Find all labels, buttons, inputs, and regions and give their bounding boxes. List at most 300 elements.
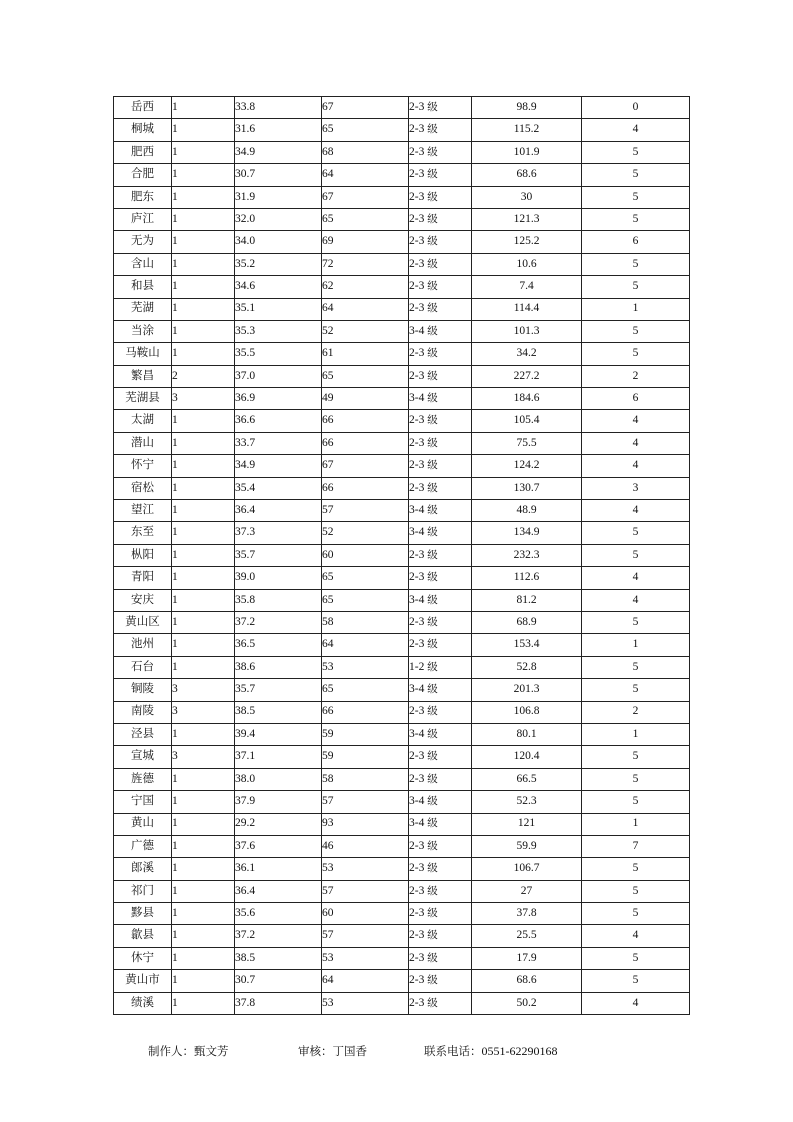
cell-col-1: 2 <box>172 365 235 387</box>
cell-station-name: 东至 <box>114 522 172 544</box>
table-row <box>114 544 690 566</box>
cell-col-3: 57 <box>322 791 409 813</box>
cell-col-6: 5 <box>582 656 690 678</box>
cell-level <box>409 208 472 230</box>
cell-col-3: 57 <box>322 500 409 522</box>
level-unit: 级 <box>427 839 438 852</box>
review-label: 审核： <box>298 1044 333 1058</box>
level-unit: 级 <box>427 347 438 360</box>
cell-col-2: 36.4 <box>235 500 322 522</box>
level-range: 2-3 <box>409 235 425 248</box>
table-row <box>114 813 690 835</box>
cell-level <box>409 522 472 544</box>
cell-col-6: 5 <box>582 141 690 163</box>
cell-level <box>409 992 472 1014</box>
footer-maker <box>148 1043 229 1059</box>
cell-col-6: 4 <box>582 992 690 1014</box>
cell-col-5: 125.2 <box>472 231 582 253</box>
cell-station-name: 肥东 <box>114 186 172 208</box>
cell-col-2: 35.6 <box>235 903 322 925</box>
cell-col-2: 38.0 <box>235 768 322 790</box>
cell-col-1: 3 <box>172 746 235 768</box>
level-range: 2-3 <box>409 257 425 270</box>
cell-col-6: 5 <box>582 746 690 768</box>
cell-col-2: 39.4 <box>235 723 322 745</box>
cell-col-6: 4 <box>582 455 690 477</box>
cell-station-name: 太湖 <box>114 410 172 432</box>
level-range: 2-3 <box>409 705 425 718</box>
cell-col-5: 201.3 <box>472 679 582 701</box>
cell-col-1: 1 <box>172 970 235 992</box>
cell-col-5: 66.5 <box>472 768 582 790</box>
cell-station-name: 无为 <box>114 231 172 253</box>
cell-col-1: 1 <box>172 164 235 186</box>
cell-col-5: 130.7 <box>472 477 582 499</box>
table-row <box>114 679 690 701</box>
cell-col-3: 53 <box>322 992 409 1014</box>
cell-col-1: 1 <box>172 791 235 813</box>
cell-col-1: 1 <box>172 253 235 275</box>
cell-col-6: 5 <box>582 186 690 208</box>
cell-col-5: 105.4 <box>472 410 582 432</box>
cell-col-2: 34.0 <box>235 231 322 253</box>
level-unit: 级 <box>427 683 438 696</box>
cell-col-5: 227.2 <box>472 365 582 387</box>
level-unit: 级 <box>427 168 438 181</box>
table-body <box>114 97 690 1015</box>
cell-level <box>409 231 472 253</box>
cell-col-1: 1 <box>172 231 235 253</box>
cell-level <box>409 477 472 499</box>
cell-col-3: 52 <box>322 522 409 544</box>
cell-col-3: 67 <box>322 97 409 119</box>
cell-col-3: 65 <box>322 589 409 611</box>
cell-level <box>409 455 472 477</box>
level-range: 2-3 <box>409 145 425 158</box>
level-unit: 级 <box>427 145 438 158</box>
cell-col-2: 35.1 <box>235 298 322 320</box>
cell-col-6: 4 <box>582 567 690 589</box>
cell-col-2: 38.5 <box>235 701 322 723</box>
level-unit: 级 <box>427 571 438 584</box>
cell-col-3: 65 <box>322 567 409 589</box>
cell-col-2: 35.2 <box>235 253 322 275</box>
cell-station-name: 石台 <box>114 656 172 678</box>
table-row <box>114 992 690 1014</box>
weather-data-table <box>113 96 690 1015</box>
table-row <box>114 835 690 857</box>
table-row <box>114 522 690 544</box>
cell-col-3: 66 <box>322 701 409 723</box>
cell-col-5: 75.5 <box>472 432 582 454</box>
cell-col-2: 37.2 <box>235 611 322 633</box>
cell-level <box>409 276 472 298</box>
cell-level <box>409 298 472 320</box>
cell-col-5: 101.9 <box>472 141 582 163</box>
cell-col-2: 30.7 <box>235 164 322 186</box>
level-range: 2-3 <box>409 212 425 225</box>
cell-station-name: 合肥 <box>114 164 172 186</box>
level-unit: 级 <box>427 302 438 315</box>
level-unit: 级 <box>427 257 438 270</box>
table-row <box>114 858 690 880</box>
table-row <box>114 656 690 678</box>
level-unit: 级 <box>427 907 438 919</box>
cell-col-1: 1 <box>172 320 235 342</box>
cell-station-name: 宁国 <box>114 791 172 813</box>
cell-col-6: 5 <box>582 522 690 544</box>
cell-col-1: 1 <box>172 477 235 499</box>
level-unit: 级 <box>427 996 438 1009</box>
cell-station-name: 绩溪 <box>114 992 172 1014</box>
cell-col-3: 66 <box>322 410 409 432</box>
cell-col-5: 17.9 <box>472 947 582 969</box>
cell-level <box>409 343 472 365</box>
level-range: 3-4 <box>409 593 425 606</box>
cell-station-name: 黄山市 <box>114 970 172 992</box>
level-range: 3-4 <box>409 503 425 516</box>
cell-col-6: 4 <box>582 432 690 454</box>
level-range: 3-4 <box>409 526 425 539</box>
level-range: 2-3 <box>409 481 425 494</box>
level-unit: 级 <box>427 190 438 203</box>
cell-station-name: 黟县 <box>114 903 172 925</box>
cell-col-6: 1 <box>582 723 690 745</box>
cell-col-5: 120.4 <box>472 746 582 768</box>
level-range: 2-3 <box>409 615 425 628</box>
cell-col-1: 1 <box>172 634 235 656</box>
cell-col-1: 1 <box>172 947 235 969</box>
table-row <box>114 903 690 925</box>
cell-col-5: 68.9 <box>472 611 582 633</box>
cell-col-2: 37.1 <box>235 746 322 768</box>
cell-col-3: 59 <box>322 746 409 768</box>
cell-col-5: 184.6 <box>472 388 582 410</box>
cell-station-name: 和县 <box>114 276 172 298</box>
level-unit: 级 <box>427 235 438 248</box>
cell-col-2: 34.9 <box>235 455 322 477</box>
cell-station-name: 望江 <box>114 500 172 522</box>
cell-col-6: 5 <box>582 544 690 566</box>
cell-station-name: 祁门 <box>114 880 172 902</box>
maker-name: 甄文芳 <box>194 1044 229 1058</box>
level-unit: 级 <box>427 324 438 337</box>
level-range: 3-4 <box>409 727 425 740</box>
cell-col-1: 1 <box>172 455 235 477</box>
cell-station-name: 含山 <box>114 253 172 275</box>
cell-station-name: 歙县 <box>114 925 172 947</box>
level-range: 3-4 <box>409 392 425 405</box>
cell-col-6: 5 <box>582 903 690 925</box>
level-range: 2-3 <box>409 459 425 472</box>
cell-station-name: 泾县 <box>114 723 172 745</box>
table-row <box>114 410 690 432</box>
cell-col-6: 5 <box>582 880 690 902</box>
cell-col-5: 153.4 <box>472 634 582 656</box>
cell-col-5: 81.2 <box>472 589 582 611</box>
cell-col-5: 80.1 <box>472 723 582 745</box>
level-range: 3-4 <box>409 324 425 337</box>
cell-col-6: 1 <box>582 813 690 835</box>
level-unit: 级 <box>427 660 438 673</box>
cell-col-6: 1 <box>582 298 690 320</box>
level-range: 2-3 <box>409 280 425 293</box>
cell-station-name: 宿松 <box>114 477 172 499</box>
cell-col-3: 46 <box>322 835 409 857</box>
cell-col-3: 66 <box>322 432 409 454</box>
cell-level <box>409 253 472 275</box>
cell-col-5: 37.8 <box>472 903 582 925</box>
cell-col-1: 1 <box>172 656 235 678</box>
cell-col-2: 34.9 <box>235 141 322 163</box>
cell-col-5: 232.3 <box>472 544 582 566</box>
cell-col-3: 59 <box>322 723 409 745</box>
cell-level <box>409 768 472 790</box>
cell-station-name: 郎溪 <box>114 858 172 880</box>
level-unit: 级 <box>427 705 438 718</box>
cell-col-2: 35.7 <box>235 544 322 566</box>
cell-col-5: 52.3 <box>472 791 582 813</box>
cell-level <box>409 947 472 969</box>
cell-col-1: 1 <box>172 500 235 522</box>
table-row <box>114 701 690 723</box>
level-range: 2-3 <box>409 571 425 584</box>
cell-station-name: 枞阳 <box>114 544 172 566</box>
cell-col-6: 1 <box>582 634 690 656</box>
level-range: 1-2 <box>409 660 425 673</box>
cell-col-1: 1 <box>172 343 235 365</box>
cell-col-1: 1 <box>172 276 235 298</box>
cell-col-1: 1 <box>172 992 235 1014</box>
cell-col-6: 0 <box>582 97 690 119</box>
level-unit: 级 <box>427 100 438 113</box>
level-unit: 级 <box>427 548 438 561</box>
cell-col-5: 27 <box>472 880 582 902</box>
cell-col-5: 106.8 <box>472 701 582 723</box>
cell-col-3: 65 <box>322 208 409 230</box>
table-row <box>114 365 690 387</box>
cell-col-6: 4 <box>582 410 690 432</box>
cell-col-1: 1 <box>172 522 235 544</box>
cell-col-1: 1 <box>172 567 235 589</box>
cell-station-name: 潜山 <box>114 432 172 454</box>
cell-col-5: 52.8 <box>472 656 582 678</box>
cell-station-name: 芜湖 <box>114 298 172 320</box>
contact-label: 联系电话： <box>424 1044 482 1058</box>
cell-col-6: 4 <box>582 925 690 947</box>
table-row <box>114 455 690 477</box>
cell-col-1: 3 <box>172 679 235 701</box>
cell-col-6: 7 <box>582 835 690 857</box>
cell-col-2: 35.4 <box>235 477 322 499</box>
cell-level <box>409 388 472 410</box>
cell-level <box>409 656 472 678</box>
cell-level <box>409 723 472 745</box>
cell-col-1: 1 <box>172 835 235 857</box>
cell-col-5: 115.2 <box>472 119 582 141</box>
cell-col-6: 6 <box>582 388 690 410</box>
cell-level <box>409 925 472 947</box>
review-name: 丁国香 <box>332 1044 367 1058</box>
cell-level <box>409 791 472 813</box>
cell-col-3: 61 <box>322 343 409 365</box>
cell-station-name: 宣城 <box>114 746 172 768</box>
contact-number: 0551-62290168 <box>481 1044 558 1058</box>
level-range: 2-3 <box>409 369 425 382</box>
cell-col-1: 1 <box>172 611 235 633</box>
table-row <box>114 880 690 902</box>
level-range: 2-3 <box>409 190 425 203</box>
level-unit: 级 <box>427 862 438 875</box>
cell-level <box>409 611 472 633</box>
level-unit: 级 <box>427 638 438 651</box>
table-row <box>114 947 690 969</box>
table-row <box>114 298 690 320</box>
table-row <box>114 589 690 611</box>
level-unit: 级 <box>427 280 438 293</box>
cell-level <box>409 567 472 589</box>
cell-col-1: 1 <box>172 186 235 208</box>
table-row <box>114 119 690 141</box>
cell-level <box>409 97 472 119</box>
level-unit: 级 <box>427 392 438 405</box>
cell-col-6: 5 <box>582 343 690 365</box>
table-row <box>114 164 690 186</box>
table-row <box>114 634 690 656</box>
cell-col-1: 1 <box>172 544 235 566</box>
level-range: 2-3 <box>409 996 425 1009</box>
cell-col-3: 53 <box>322 656 409 678</box>
cell-col-2: 37.0 <box>235 365 322 387</box>
table-row <box>114 97 690 119</box>
cell-col-5: 121 <box>472 813 582 835</box>
level-range: 3-4 <box>409 795 425 808</box>
cell-station-name: 马鞍山 <box>114 343 172 365</box>
cell-col-2: 32.0 <box>235 208 322 230</box>
cell-station-name: 广德 <box>114 835 172 857</box>
cell-level <box>409 544 472 566</box>
cell-col-3: 64 <box>322 970 409 992</box>
cell-col-3: 65 <box>322 119 409 141</box>
cell-col-3: 60 <box>322 903 409 925</box>
cell-col-3: 69 <box>322 231 409 253</box>
level-unit: 级 <box>427 593 438 606</box>
cell-col-5: 134.9 <box>472 522 582 544</box>
table-row <box>114 276 690 298</box>
cell-col-6: 5 <box>582 791 690 813</box>
cell-col-2: 31.9 <box>235 186 322 208</box>
cell-col-5: 25.5 <box>472 925 582 947</box>
level-range: 2-3 <box>409 750 425 763</box>
table-row <box>114 611 690 633</box>
cell-col-1: 1 <box>172 432 235 454</box>
level-range: 2-3 <box>409 862 425 875</box>
table-row <box>114 567 690 589</box>
cell-col-1: 1 <box>172 768 235 790</box>
cell-col-5: 112.6 <box>472 567 582 589</box>
table-row <box>114 768 690 790</box>
cell-station-name: 池州 <box>114 634 172 656</box>
level-range: 2-3 <box>409 638 425 651</box>
cell-col-2: 35.3 <box>235 320 322 342</box>
cell-col-3: 67 <box>322 455 409 477</box>
level-range: 2-3 <box>409 123 425 136</box>
cell-col-5: 98.9 <box>472 97 582 119</box>
cell-level <box>409 813 472 835</box>
table-row <box>114 141 690 163</box>
cell-col-6: 2 <box>582 365 690 387</box>
cell-col-6: 5 <box>582 679 690 701</box>
cell-station-name: 肥西 <box>114 141 172 163</box>
cell-col-5: 59.9 <box>472 835 582 857</box>
cell-col-2: 39.0 <box>235 567 322 589</box>
cell-station-name: 岳西 <box>114 97 172 119</box>
table-row <box>114 925 690 947</box>
level-unit: 级 <box>427 974 438 987</box>
cell-col-2: 30.7 <box>235 970 322 992</box>
cell-col-5: 124.2 <box>472 455 582 477</box>
cell-col-2: 37.6 <box>235 835 322 857</box>
level-unit: 级 <box>427 817 438 830</box>
cell-station-name: 旌德 <box>114 768 172 790</box>
cell-col-5: 68.6 <box>472 970 582 992</box>
cell-level <box>409 858 472 880</box>
cell-col-1: 3 <box>172 388 235 410</box>
cell-col-6: 2 <box>582 701 690 723</box>
level-unit: 级 <box>427 929 438 942</box>
cell-col-3: 72 <box>322 253 409 275</box>
cell-col-6: 5 <box>582 320 690 342</box>
cell-level <box>409 500 472 522</box>
cell-level <box>409 679 472 701</box>
cell-col-2: 38.5 <box>235 947 322 969</box>
cell-col-5: 48.9 <box>472 500 582 522</box>
cell-col-1: 1 <box>172 410 235 432</box>
level-unit: 级 <box>427 884 438 897</box>
cell-col-3: 58 <box>322 768 409 790</box>
cell-level <box>409 970 472 992</box>
cell-col-1: 1 <box>172 723 235 745</box>
cell-col-3: 49 <box>322 388 409 410</box>
cell-col-3: 64 <box>322 634 409 656</box>
level-range: 2-3 <box>409 436 425 449</box>
cell-level <box>409 164 472 186</box>
cell-level <box>409 746 472 768</box>
table-row <box>114 253 690 275</box>
cell-col-2: 33.7 <box>235 432 322 454</box>
level-unit: 级 <box>427 436 438 449</box>
cell-station-name: 桐城 <box>114 119 172 141</box>
cell-col-1: 1 <box>172 208 235 230</box>
cell-col-1: 1 <box>172 119 235 141</box>
cell-col-5: 121.3 <box>472 208 582 230</box>
level-range: 2-3 <box>409 414 425 427</box>
cell-col-1: 1 <box>172 813 235 835</box>
cell-level <box>409 701 472 723</box>
footer-contact <box>424 1043 558 1059</box>
cell-col-2: 36.6 <box>235 410 322 432</box>
level-range: 2-3 <box>409 951 425 964</box>
cell-col-3: 64 <box>322 164 409 186</box>
cell-col-3: 66 <box>322 477 409 499</box>
cell-col-3: 57 <box>322 880 409 902</box>
level-range: 2-3 <box>409 168 425 181</box>
cell-col-5: 106.7 <box>472 858 582 880</box>
cell-level <box>409 903 472 925</box>
cell-col-3: 93 <box>322 813 409 835</box>
level-unit: 级 <box>427 727 438 740</box>
level-unit: 级 <box>427 459 438 472</box>
